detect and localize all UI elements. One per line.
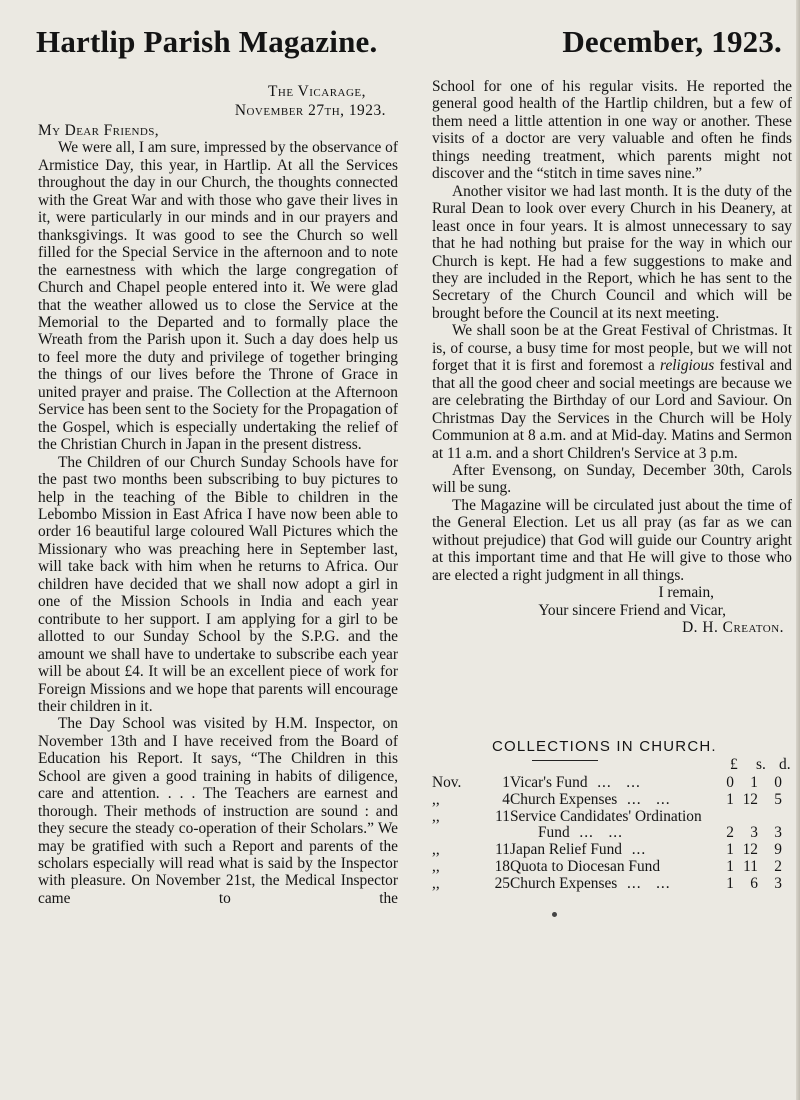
page-edge bbox=[796, 0, 800, 1100]
collections-table bbox=[432, 775, 782, 893]
collection-shillings: 12 bbox=[742, 790, 758, 808]
dot-leaders: ... bbox=[622, 841, 647, 859]
collection-pounds: 1 bbox=[726, 874, 734, 892]
letter-dateline bbox=[38, 82, 398, 120]
closing-remain: I remain, bbox=[658, 584, 714, 602]
fund-name: Service Candidates' Ordination bbox=[510, 807, 702, 825]
letter-column-right bbox=[432, 78, 792, 637]
collection-pence: 9 bbox=[774, 841, 782, 859]
collection-day: 11 bbox=[495, 841, 510, 859]
collection-fund bbox=[510, 809, 712, 826]
collection-shillings: 6 bbox=[750, 874, 758, 892]
fund-name: Church Expenses bbox=[510, 874, 618, 892]
collection-month: ,, bbox=[432, 790, 440, 808]
collection-month: ,, bbox=[432, 841, 440, 859]
collection-day: 4 bbox=[502, 790, 510, 808]
pence-header: d. bbox=[779, 756, 791, 773]
collection-day: 11 bbox=[495, 807, 510, 825]
ink-dot bbox=[552, 912, 557, 917]
letter-closing bbox=[432, 584, 792, 636]
collection-pounds: 2 bbox=[726, 824, 734, 842]
paragraph-day-school: The Day School was visited by H.M. Inspector, on November 13th and I have received from the Board of Education his Report. It says, “The Children in this School are given a good training in habits of diligence, care and attention. . . . The Teachers are earnest and thorough. Their methods of instruction are sound : and they secure the steady co-operation of their Scholars.” We may be gratified with such a Report and parents of the scholars especially will read what is said by the Inspector with pleasure. On November 21st, the Medical Inspector came to the bbox=[38, 715, 398, 907]
paragraph-rural-dean: Another visitor we had last month. It is the duty of the Rural Dean to look over every Church in his Deanery, at least once in four years. It is almost unnecessary to say that he had nothing but praise for the way in which our Church is kept. He had a few suggestions to make and they are included in the Report, which he has sent to the Secretary of the Church Council and which will be brought before the Council at its next meeting. bbox=[432, 182, 792, 322]
collection-month: ,, bbox=[432, 874, 440, 892]
collection-fund bbox=[510, 825, 712, 842]
paragraph-election: The Magazine will be circulated just about the time of the General Election. Let us all pray (as far as we can without prejudice) that God will guide our Country aright at this important time and that He will give to those who are elected a right judgment in all things. bbox=[432, 496, 792, 584]
religious-emphasis: religious bbox=[660, 357, 715, 375]
letter-column-left bbox=[38, 82, 398, 907]
shillings-header: s. bbox=[756, 756, 766, 773]
collection-pence: 0 bbox=[774, 774, 782, 791]
collection-pounds: 1 bbox=[726, 857, 734, 875]
collection-row bbox=[432, 859, 782, 876]
dot-leaders: ... ... bbox=[569, 824, 623, 842]
closing-sign-off: Your sincere Friend and Vicar, bbox=[538, 601, 726, 619]
pounds-header: £ bbox=[730, 756, 738, 773]
collection-pence: 2 bbox=[774, 857, 782, 875]
collection-row bbox=[432, 792, 782, 809]
fund-name: Church Expenses bbox=[510, 790, 618, 808]
collection-fund bbox=[510, 859, 712, 876]
collection-pounds: 1 bbox=[726, 790, 734, 808]
collection-row bbox=[432, 809, 782, 826]
collection-shillings: 11 bbox=[743, 857, 758, 875]
paragraph-armistice: We were all, I am sure, impressed by the observance of Armistice Day, this year, in Hartlip. At all the Services throughout the day in our Church, the thoughts connected with the Great War and with those who gave their lives in it, were particularly in our minds and in our prayers and thanksgivings. It was good to see the Church so well filled for the Special Service in the afternoon and to note the earnestness with which the large congregation of Church and Chapel people entered into it. We were glad that the weather allowed us to close the Service at the Memorial to the Departed and to formally place the Wreath from the Parish upon it. Such a day does help us to feel more the duty and privilege of together bringing the things of our lives before the Throne of Grace in united prayer and praise. The Collection at the Afternoon Service has been sent to the Society for the Propagation of the Gospel, which is especially undertaking the relief of the Christian Church in Japan in the present distress. bbox=[38, 139, 398, 454]
fund-name: Japan Relief Fund bbox=[510, 841, 622, 859]
dot-leaders: ... ... bbox=[617, 790, 671, 808]
paragraph-carols: After Evensong, on Sunday, December 30th, Carols will be sung. bbox=[432, 461, 792, 497]
collection-month: Nov. bbox=[432, 774, 462, 791]
collection-fund bbox=[510, 775, 712, 792]
collection-row bbox=[432, 876, 782, 893]
collection-row bbox=[432, 825, 782, 842]
paragraph-day-school-continued: School for one of his regular visits. He reported the general good health of the Hartlip children, but a few of them need a little attention in one way or another. These visits of a doctor are very valuable and often he finds things needing treatment, which parents might not discover and the “stitch in time saves nine.” bbox=[432, 78, 792, 183]
issue-date: December, 1923. bbox=[562, 24, 782, 59]
letter-date: November 27th, 1923. bbox=[234, 102, 386, 119]
collection-day: 1 bbox=[502, 774, 510, 791]
collection-month: ,, bbox=[432, 807, 440, 825]
collection-shillings: 1 bbox=[750, 774, 758, 791]
dot-leaders: ... ... bbox=[617, 874, 671, 892]
collection-fund bbox=[510, 876, 712, 893]
collection-pence: 5 bbox=[774, 790, 782, 808]
vicar-signature: D. H. Creaton. bbox=[682, 619, 784, 637]
collection-pounds: 0 bbox=[726, 774, 734, 791]
paragraph-sunday-schools: The Children of our Church Sunday Schools have for the past two months been subscribing to buy pictures to help in the teaching of the Bible to children in the Lebombo Mission in East Africa I have now been able to order 16 beautiful large coloured Wall Pictures which the Missionary who was preaching here in September last, will take back with him when he returns to Africa. Our children have decided that we shall now adopt a girl in one of the Mission Schools in India and each year contribute to her support. I am applying for a girl to be allotted to our Sunday School by the S.P.G. and the amount we shall have to undertake to subscribe each year will be about £4. It will be an excellent piece of work for Foreign Missions and we hope that parents will encourage their children in it. bbox=[38, 453, 398, 715]
magazine-title: Hartlip Parish Magazine. bbox=[36, 24, 378, 59]
collection-shillings bbox=[734, 809, 758, 826]
collection-day: 25 bbox=[494, 874, 510, 892]
collection-day bbox=[472, 825, 510, 842]
fund-name: Quota to Diocesan Fund bbox=[510, 857, 661, 875]
paragraph-christmas: We shall soon be at the Great Festival of Christmas. It is, of course, a busy time for most people, but we will not forget that it is first and foremost a religious festival and that all the good cheer and social meetings are because we are celebrating the Birthday of our Lord and Saviour. On Christmas Day the Services in the Church will be Holy Communion at 8 a.m. and at Mid-day. Matins and Sermon at 11 a.m. and a short Children's Service at 3 p.m. bbox=[432, 322, 792, 462]
collection-pence: 3 bbox=[774, 874, 782, 892]
fund-name: Vicar's Fund bbox=[510, 774, 588, 791]
collection-pounds: 1 bbox=[726, 841, 734, 859]
letter-salutation: My Dear Friends, bbox=[38, 122, 159, 139]
collections-divider bbox=[532, 760, 598, 761]
collection-fund bbox=[510, 842, 712, 859]
collection-shillings: 3 bbox=[750, 824, 758, 842]
collection-pounds bbox=[712, 809, 734, 826]
collection-fund bbox=[510, 792, 712, 809]
collection-row bbox=[432, 842, 782, 859]
collections-title: COLLECTIONS IN CHURCH. bbox=[492, 738, 717, 755]
collection-month bbox=[432, 825, 472, 842]
vicarage-address: The Vicarage, bbox=[268, 83, 366, 100]
collection-shillings: 12 bbox=[742, 841, 758, 859]
collection-month: ,, bbox=[432, 857, 440, 875]
collection-day: 18 bbox=[494, 857, 510, 875]
collection-pence bbox=[758, 809, 782, 826]
collection-pence: 3 bbox=[774, 824, 782, 842]
collection-row bbox=[432, 775, 782, 792]
fund-name: Fund bbox=[538, 824, 570, 842]
collections-section bbox=[432, 738, 800, 893]
dot-leaders: ... ... bbox=[587, 774, 641, 791]
